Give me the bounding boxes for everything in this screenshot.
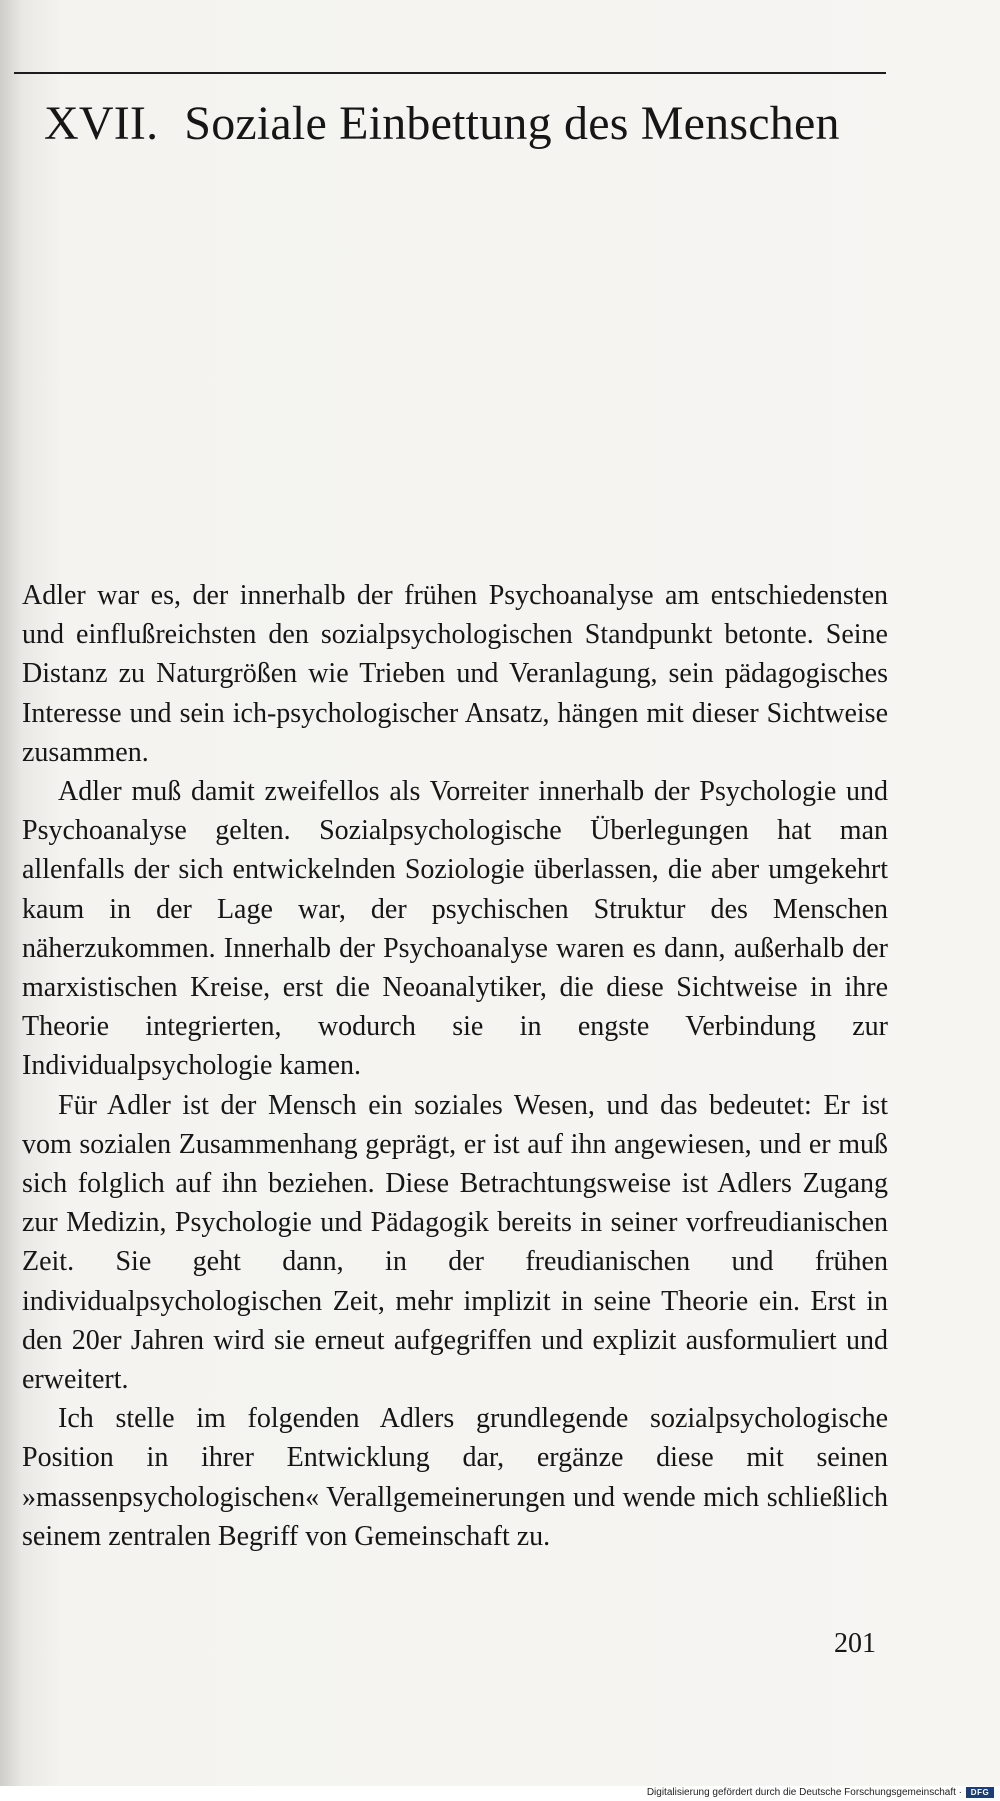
body-text [22, 576, 888, 1556]
paragraph-2: Adler muß damit zweifellos als Vorreiter innerhalb der Psychologie und Psychoanalyse gelten. Sozialpsychologische Überlegungen hat man allenfalls der sich entwickelnden Soziologie überlassen, die aber umgekehrt kaum in der Lage war, der psychischen Struktur des Menschen näherzukommen. Innerhalb der Psychoanalyse waren es dann, außerhalb der marxistischen Kreise, erst die Neoanalytiker, die diese Sichtweise in ihre Theorie integrierten, wodurch sie in engste Verbindung zur Individualpsychologie kamen. [22, 776, 888, 1082]
paragraph-1: Adler war es, der innerhalb der frühen Psychoanalyse am entschiedensten und einflußreichsten den sozialpsychologischen Standpunkt betonte. Seine Distanz zu Naturgrößen wie Trieben und Veranlagung, sein pädagogisches Interesse und sein ich-psychologischer Ansatz, hängen mit dieser Sichtweise zusammen. [22, 580, 888, 768]
funding-credit: Digitalisierung gefördert durch die Deutsche Forschungsgemeinschaft · [646, 1787, 962, 1798]
paragraph-3: Für Adler ist der Mensch ein soziales Wesen, und das bedeutet: Er ist vom sozialen Zusammenhang geprägt, er ist auf ihn angewiesen, und er muß sich folglich auf ihn beziehen. Diese Betrachtungsweise ist Adlers Zugang zur Medizin, Psychologie und Pädagogik bereits in seiner vorfreudianischen Zeit. Sie geht dann, in der freudianischen und frühen individualpsychologischen Zeit, mehr implizit in seine Theorie ein. Erst in den 20er Jahren wird sie erneut aufgegriffen und explizit ausformuliert und erweitert. [22, 1089, 888, 1396]
chapter-title-text: Soziale Einbettung des Menschen [184, 97, 840, 150]
header-rule [14, 72, 886, 74]
chapter-title [44, 98, 944, 151]
dfg-logo: DFG [966, 1787, 994, 1798]
chapter-number: XVII. [44, 97, 159, 150]
paragraph-4: Ich stelle im folgenden Adlers grundlegende sozialpsychologische Position in ihrer Entwicklung dar, ergänze diese mit seinen »massenpsychologischen« Verallgemeinerungen und wende mich schließlich seinem zentralen Begriff von Gemeinschaft zu. [22, 1403, 888, 1552]
page-number: 201 [834, 1628, 876, 1659]
